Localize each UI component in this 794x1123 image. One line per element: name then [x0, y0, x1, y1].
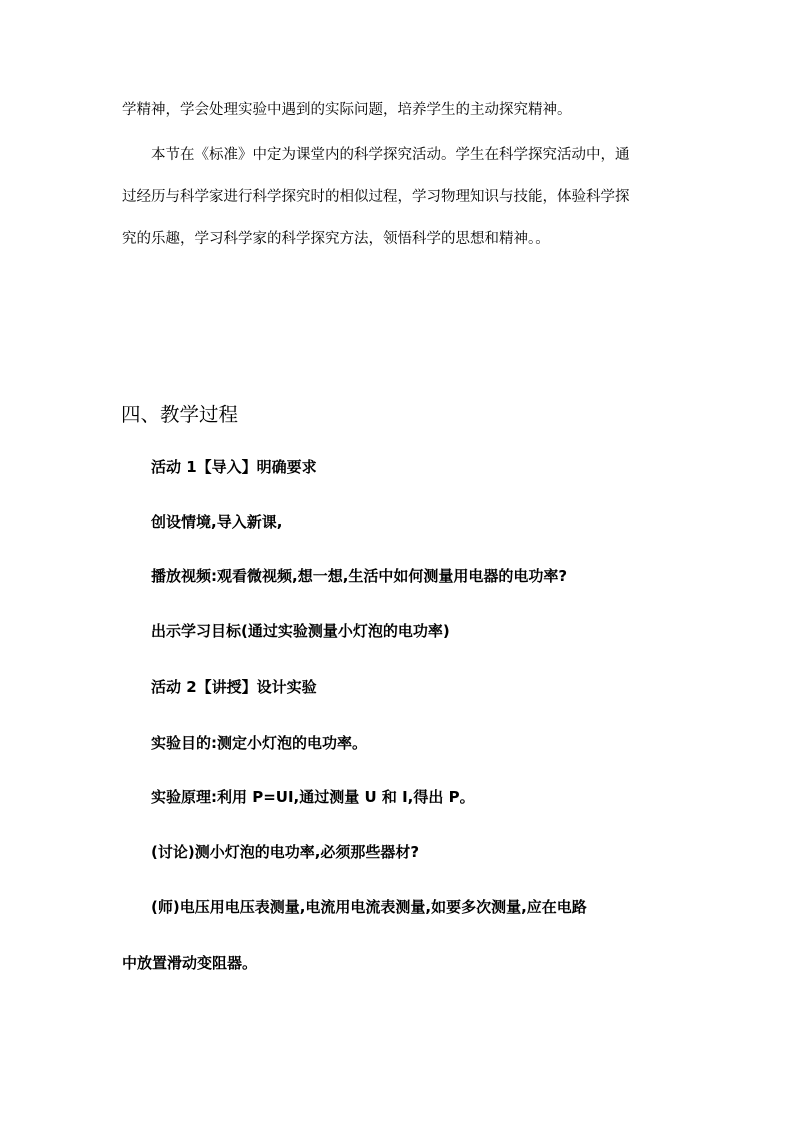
section-heading: 四、教学过程	[121, 403, 239, 426]
body-line: 播放视频:观看微视频,想一想,生活中如何测量用电器的电功率?	[151, 567, 568, 585]
activity-1-title: 活动 1【导入】明确要求	[151, 458, 317, 476]
body-line: 中放置滑动变阻器。	[122, 954, 258, 972]
body-line: (讨论)测小灯泡的电功率,必须那些器材?	[151, 843, 420, 861]
paragraph-line: 学精神，学会处理实验中遇到的实际问题，培养学生的主动探究精神。	[122, 102, 572, 118]
paragraph-line: 过经历与科学家进行科学探究时的相似过程，学习物理知识与技能，体验科学探	[122, 189, 630, 205]
body-line: 实验目的:测定小灯泡的电功率。	[151, 734, 368, 752]
body-line: 创设情境,导入新课,	[151, 513, 283, 531]
activity-2-title: 活动 2【讲授】设计实验	[151, 678, 317, 696]
body-line: 出示学习目标(通过实验测量小灯泡的电功率)	[151, 622, 450, 640]
paragraph-line: 本节在《标准》中定为课堂内的科学探究活动。学生在科学探究活动中，通	[151, 147, 630, 163]
body-line: (师)电压用电压表测量,电流用电流表测量,如要多次测量,应在电路	[151, 898, 587, 916]
body-line: 实验原理:利用 P=UI,通过测量 U 和 I,得出 P。	[151, 788, 475, 806]
paragraph-line: 究的乐趣，学习科学家的科学探究方法，领悟科学的思想和精神。。	[122, 231, 550, 247]
